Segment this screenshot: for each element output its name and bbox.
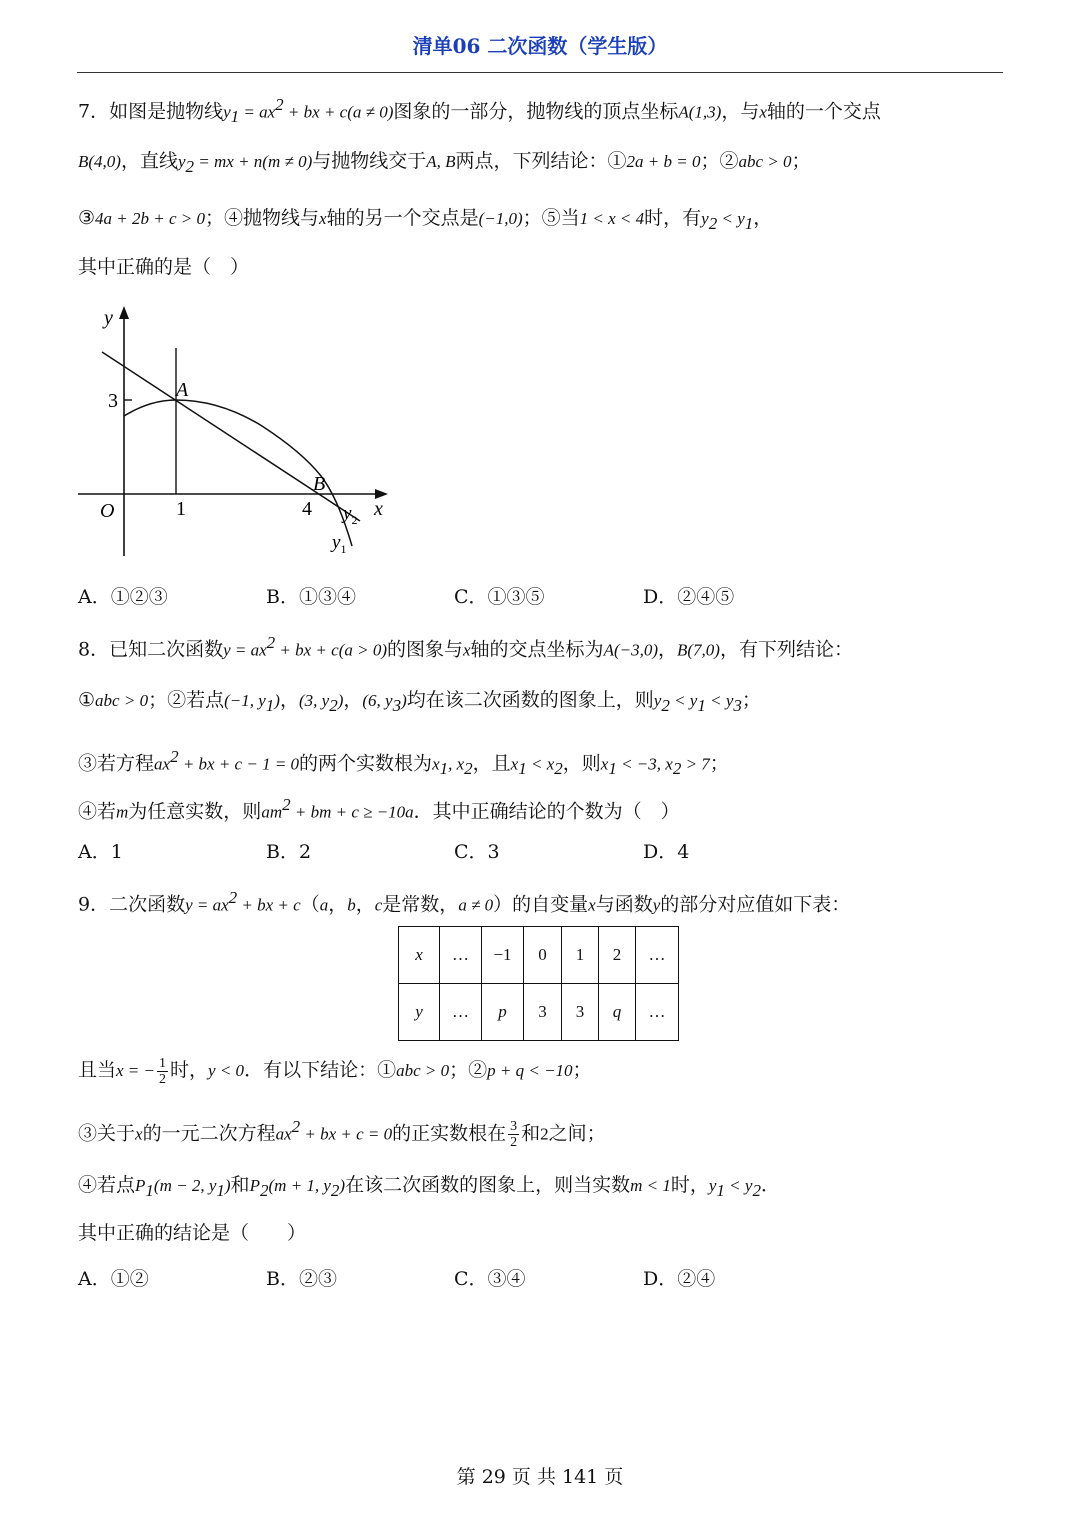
q8-option-a: A．1 <box>78 841 123 863</box>
table-cell: p <box>482 984 524 1041</box>
q7-option-b: B．①③④ <box>266 586 356 608</box>
table-cell: … <box>440 927 482 984</box>
page-header-title: 清单06 二次函数（学生版） <box>412 34 668 58</box>
curve-y2-label: $y_2$ <box>343 503 358 527</box>
table-row-x <box>399 927 679 984</box>
line-y2 <box>102 352 360 521</box>
table-cell: … <box>636 927 679 984</box>
q9-option-a: A．①② <box>78 1268 149 1290</box>
q9-option-b: B．②③ <box>266 1268 337 1290</box>
origin-label: O <box>100 500 115 522</box>
q7-option-d: D．②④⑤ <box>643 586 735 608</box>
q9-line-5: 其中正确的结论是（ ） <box>78 1222 307 1244</box>
table-cell: … <box>440 984 482 1041</box>
q8-line-2: ①abc > 0；②若点(−1, $y_1$)，(3, $y_2$)，(6, $y_3$)均在该二次函数的图象上，则$y_2 < y_1 < y_3$； <box>78 689 761 715</box>
q9-option-d: D．②④ <box>643 1268 716 1290</box>
table-cell: 3 <box>524 984 562 1041</box>
q8-line-1: 8．已知二次函数$y = ax^2$ + bx + c(a > 0)的图象与x轴的交点坐标为A(−3,0)，B(7,0)，有下列结论： <box>78 633 853 661</box>
tick-label-3: 3 <box>108 390 118 412</box>
table-row-y <box>399 984 679 1041</box>
table-cell: 0 <box>524 927 562 984</box>
q7-line-4: 其中正确的是（ ） <box>78 256 250 278</box>
tick-label-1: 1 <box>176 498 186 520</box>
table-cell: 2 <box>599 927 636 984</box>
q9-option-c: C．③④ <box>454 1268 526 1290</box>
q8-option-c: C．3 <box>454 841 500 863</box>
q8-line-3: ③若方程$ax^2$ + bx + c − 1 = 0的两个实数根为$x_1$, $x_2$，且$x_1 < x_2$，则$x_1 < -3$, $x_2 > 7$； <box>78 747 729 779</box>
q9-line-2: 且当x = − $\frac{1}{2}$ 时，y < 0．有以下结论：①abc > 0；②p + q < −10； <box>78 1055 592 1087</box>
y-axis-arrow <box>119 306 129 319</box>
parabola-line-figure <box>70 300 400 565</box>
table-cell: y <box>399 984 440 1041</box>
q9-line-1: 9．二次函数$y = ax^2$ + bx + c（a，b，c是常数，a ≠ 0）的自变量x与函数y的部分对应值如下表： <box>78 888 851 916</box>
q8-option-b: B．2 <box>266 841 312 863</box>
table-cell: 1 <box>562 927 599 984</box>
q7-option-c: C．①③⑤ <box>454 586 545 608</box>
header-rule <box>77 72 1003 73</box>
q9-line-4: ④若点$P_1(m - 2$, $y_1$)和$P_2(m + 1$, $y_2$)在该二次函数的图象上，则当实数m < 1时，$y_1 < y_2$． <box>78 1174 780 1200</box>
curve-y1-label: $y_1$ <box>332 532 347 556</box>
value-table <box>398 926 679 1041</box>
q7-line-1: 7．如图是抛物线$y_1 = ax^2$ + bx + c(a ≠ 0)图象的一部分，抛物线的顶点坐标A(1,3)，与x轴的一个交点 <box>78 95 881 127</box>
q7-line-2: B(4,0)，直线$y_2$ = mx + n(m ≠ 0)与抛物线交于A, B两点，下列结论：①2a + b = 0；②abc > 0； <box>78 150 811 176</box>
table-cell: 3 <box>562 984 599 1041</box>
point-A-label: A <box>176 379 189 401</box>
table-cell: x <box>399 927 440 984</box>
page-footer: 第 29 页 共 141 页 <box>456 1466 624 1488</box>
table-cell: … <box>636 984 679 1041</box>
q7-option-a: A．①②③ <box>78 586 168 608</box>
q9-line-3: ③关于x的一元二次方程$ax^2$ + bx + c = 0的正实数根在 $\frac{3}{2}$ 和2之间； <box>78 1117 606 1150</box>
fraction-one-half: $\frac{1}{2}$ <box>159 1055 167 1087</box>
tick-label-4: 4 <box>302 498 312 520</box>
fraction-three-halves: $\frac{3}{2}$ <box>510 1118 518 1150</box>
q7-line-3: ③4a + 2b + c > 0；④抛物线与x轴的另一个交点是(−1,0)；⑤当1 < x < 4时，有$y_2 < y_1$， <box>78 207 773 233</box>
q8-line-4: ④若m为任意实数，则$am^2$ + bm + c ≥ −10a．其中正确结论的个数为（ ） <box>78 795 680 823</box>
y-axis-label: y <box>104 307 113 329</box>
x-axis-label: x <box>374 498 383 520</box>
q8-option-d: D．4 <box>643 841 690 863</box>
point-B-label: B <box>313 473 326 495</box>
table-cell: q <box>599 984 636 1041</box>
table-cell: −1 <box>482 927 524 984</box>
